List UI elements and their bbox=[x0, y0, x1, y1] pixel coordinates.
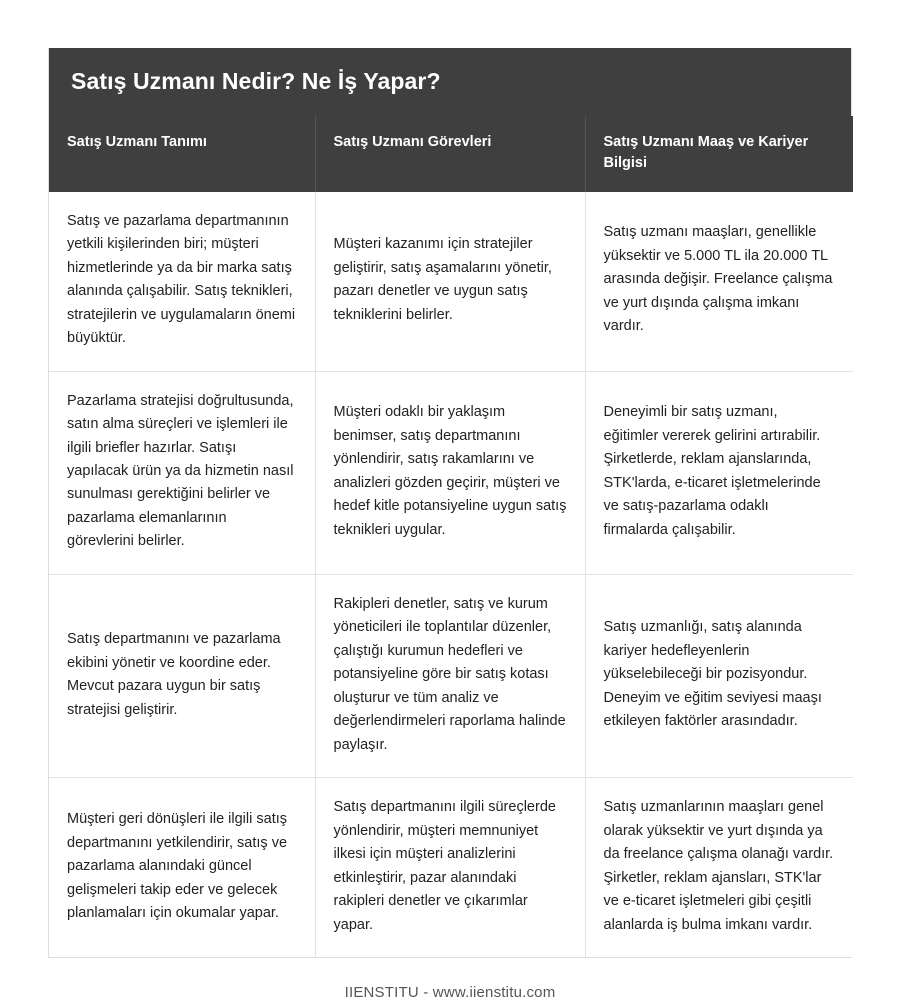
cell-duties: Satış departmanını ilgili süreçlerde yönlendirir, müşteri memnuniyet ilkesi için müşteri analizlerini etkinleştirir, pazar alanındaki rakipleri denetler ve çıkarımlar yapar. bbox=[315, 778, 585, 957]
info-table bbox=[49, 116, 853, 958]
table-row bbox=[49, 574, 853, 777]
cell-definition: Pazarlama stratejisi doğrultusunda, satın alma süreçleri ve işlemleri ile ilgili briefler hazırlar. Satışı yapılacak ürün ya da hizmetin nasıl sunulması gerektiğini belirler ve pazarlama elemanlarının görevlerini belirler. bbox=[49, 371, 315, 574]
table-header-row bbox=[49, 116, 853, 192]
cell-definition: Satış departmanını ve pazarlama ekibini yönetir ve koordine eder. Mevcut pazara uygun bir satış stratejisi geliştirir. bbox=[49, 574, 315, 777]
cell-duties: Rakipleri denetler, satış ve kurum yöneticileri ile toplantılar düzenler, çalıştığı kurumun hedefleri ve potansiyeline göre bir satış kotası oluşturur ve tüm analiz ve değerlendirmeleri raporlama halinde paylaşır. bbox=[315, 574, 585, 777]
cell-salary-career: Deneyimli bir satış uzmanı, eğitimler vererek gelirini artırabilir. Şirketlerde, reklam ajanslarında, STK'larda, e-ticaret işletmelerinde ve satış-pazarlama odaklı firmalarda çalışabilir. bbox=[585, 371, 853, 574]
cell-definition: Müşteri geri dönüşleri ile ilgili satış departmanını yetkilendirir, satış ve pazarlama alanındaki güncel gelişmeleri takip eder ve gelecek planlamaları için okumalar yapar. bbox=[49, 778, 315, 957]
table-body bbox=[49, 192, 853, 958]
table-row bbox=[49, 192, 853, 371]
cell-duties: Müşteri kazanımı için stratejiler geliştirir, satış aşamalarını yönetir, pazarı denetler ve uygun satış tekniklerini belirler. bbox=[315, 192, 585, 371]
cell-duties: Müşteri odaklı bir yaklaşım benimser, satış departmanını yönlendirir, satış rakamlarını ve analizleri gözden geçirir, müşteri ve hedef kitle potansiyeline uygun satış teknikleri uygular. bbox=[315, 371, 585, 574]
cell-salary-career: Satış uzmanı maaşları, genellikle yüksektir ve 5.000 TL ila 20.000 TL arasında değişir. Freelance çalışma ve yurt dışında çalışma imkanı vardır. bbox=[585, 192, 853, 371]
table-row bbox=[49, 371, 853, 574]
info-table-container bbox=[48, 48, 852, 958]
table-row bbox=[49, 778, 853, 957]
column-header-duties: Satış Uzmanı Görevleri bbox=[315, 116, 585, 192]
column-header-definition: Satış Uzmanı Tanımı bbox=[49, 116, 315, 192]
column-header-salary-career: Satış Uzmanı Maaş ve Kariyer Bilgisi bbox=[585, 116, 853, 192]
footer-credit: IIENSTITU - www.iienstitu.com bbox=[344, 984, 556, 1001]
table-header bbox=[49, 116, 853, 192]
cell-salary-career: Satış uzmanlarının maaşları genel olarak yüksektir ve yurt dışında ya da freelance çalışma olanağı vardır. Şirketler, reklam ajansları, STK'lar ve e-ticaret işletmeleri gibi çeşitli alanlarda iş bulma imkanı vardır. bbox=[585, 778, 853, 957]
cell-salary-career: Satış uzmanlığı, satış alanında kariyer hedefleyenlerin yükselebileceği bir pozisyondur. Deneyim ve eğitim seviyesi maaşı etkileyen faktörler arasındadır. bbox=[585, 574, 853, 777]
page-title: Satış Uzmanı Nedir? Ne İş Yapar? bbox=[49, 48, 851, 116]
cell-definition: Satış ve pazarlama departmanının yetkili kişilerinden biri; müşteri hizmetlerinde ya da bir marka satış alanında çalışabilir. Satış teknikleri, stratejilerin ve uygulamaların önemi büyüktür. bbox=[49, 192, 315, 371]
